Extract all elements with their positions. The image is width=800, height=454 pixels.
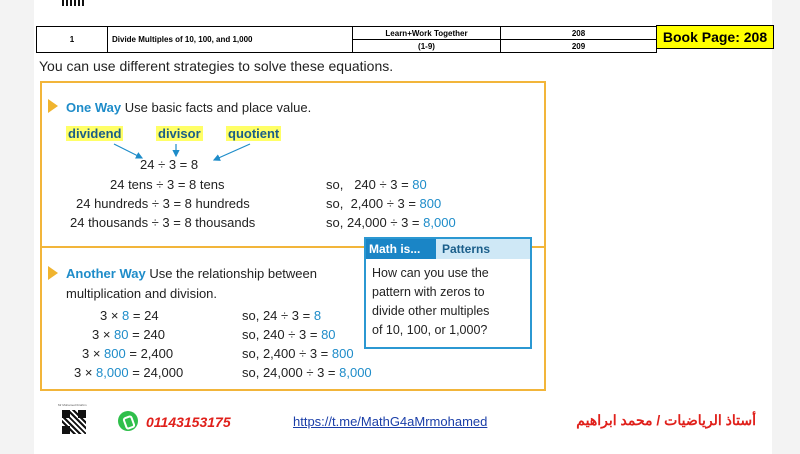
math-is-header bbox=[366, 239, 530, 259]
math-is-question: How can you use the pattern with zeros to divide other multiples of 10, 100, or 1,000? bbox=[372, 266, 490, 337]
mult-line-1: 3 × 8 = 24 bbox=[100, 308, 159, 323]
page-end: 209 bbox=[501, 40, 657, 53]
telegram-link[interactable]: https://t.me/MathG4aMrmohamed bbox=[293, 414, 488, 429]
worksheet-page bbox=[34, 0, 772, 454]
so-line-tens: so, 240 ÷ 3 = 80 bbox=[326, 177, 427, 192]
divisor-label: divisor bbox=[158, 126, 201, 141]
base-fact: 24 ÷ 3 = 8 bbox=[140, 157, 199, 172]
div-line-3: so, 2,400 ÷ 3 = 800 bbox=[242, 346, 354, 361]
math-is-label: Math is... bbox=[366, 239, 439, 259]
quotient-label: quotient bbox=[228, 126, 280, 141]
one-way-title: One Way bbox=[66, 100, 122, 115]
mult-line-3: 3 × 800 = 2,400 bbox=[82, 346, 174, 361]
math-is-callout bbox=[364, 237, 532, 349]
mult-line-2: 3 × 80 = 240 bbox=[92, 327, 166, 342]
div-line-1: so, 24 ÷ 3 = 8 bbox=[242, 308, 322, 323]
lesson-title: Divide Multiples of 10, 100, and 1,000 bbox=[108, 27, 353, 53]
one-way-subtitle: Use basic facts and place value. bbox=[124, 100, 312, 115]
mult-line-4: 3 × 8,000 = 24,000 bbox=[74, 365, 184, 380]
lesson-number: 1 bbox=[37, 27, 108, 53]
phone-number: 01143153175 bbox=[146, 414, 231, 430]
qr-code-icon bbox=[62, 0, 84, 6]
so-line-hundreds: so, 2,400 ÷ 3 = 800 bbox=[326, 196, 442, 211]
whatsapp-icon bbox=[118, 411, 138, 431]
math-is-topic: Patterns bbox=[436, 239, 530, 259]
lesson-header-table bbox=[36, 26, 657, 53]
dividend-arrow bbox=[114, 144, 142, 158]
qr-code-icon bbox=[62, 410, 86, 434]
div-line-4: so, 24,000 ÷ 3 = 8,000 bbox=[242, 365, 372, 380]
book-page-badge: Book Page: 208 bbox=[656, 25, 774, 49]
thousands-line: 24 thousands ÷ 3 = 8 thousands bbox=[70, 215, 256, 230]
div-line-2: so, 240 ÷ 3 = 80 bbox=[242, 327, 336, 342]
label-arrows bbox=[42, 83, 544, 183]
another-way-heading bbox=[66, 266, 317, 281]
quotient-arrow bbox=[214, 144, 250, 160]
activity-name: Learn+Work Together bbox=[353, 27, 501, 40]
tens-line: 24 tens ÷ 3 = 8 tens bbox=[110, 177, 225, 192]
activity-range: (1-9) bbox=[353, 40, 501, 53]
hundreds-line: 24 hundreds ÷ 3 = 8 hundreds bbox=[76, 196, 250, 211]
so-line-thousands: so, 24,000 ÷ 3 = 8,000 bbox=[326, 215, 456, 230]
dividend-label: dividend bbox=[68, 126, 122, 141]
another-way-subtitle-1: Use the relationship between bbox=[149, 266, 317, 281]
intro-text: You can use different strategies to solve these equations. bbox=[39, 58, 394, 74]
another-way-title: Another Way bbox=[66, 266, 146, 281]
teacher-name: أستاذ الرياضيات / محمد ابراهيم bbox=[576, 412, 756, 428]
another-way-subtitle-2: multiplication and division. bbox=[66, 286, 218, 301]
page-start: 208 bbox=[501, 27, 657, 40]
qr-caption: Mr Mohamed Ibrahim bbox=[58, 403, 87, 407]
triangle-bullet-icon bbox=[48, 266, 58, 280]
